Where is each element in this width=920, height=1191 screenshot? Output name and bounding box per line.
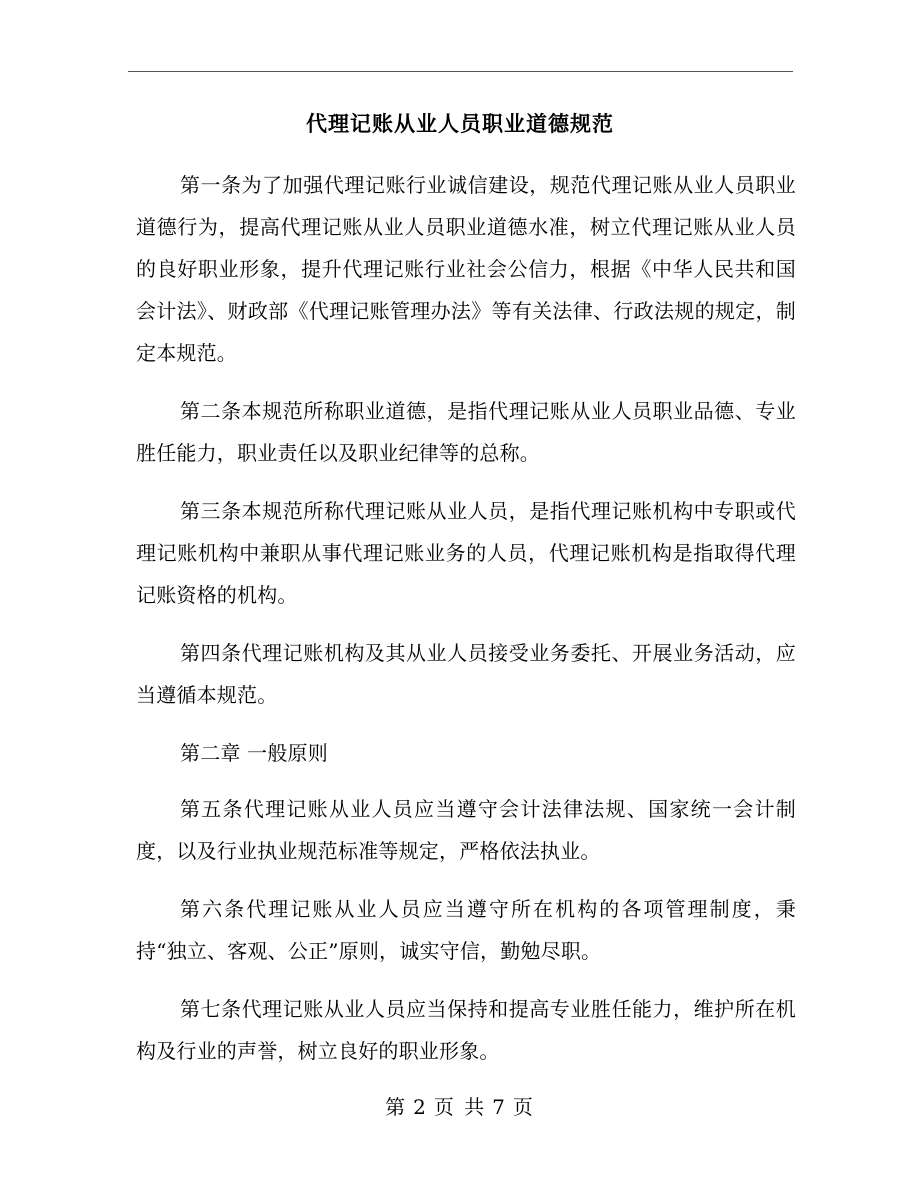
footer-prefix: 第 [385,1095,408,1119]
article-1: 第一条为了加强代理记账行业诚信建设，规范代理记账从业人员职业道德行为，提高代理记账从业人员职业道德水准，树立代理记账从业人员的良好职业形象，提升代理记账行业社会公信力，根据《中华人民共和国会计法》、财政部《代理记账管理办法》等有关法律、行政法规的规定，制定本规范。 [136,173,796,365]
article-7: 第七条代理记账从业人员应当保持和提高专业胜任能力，维护所在机构及行业的声誉，树立良好的职业形象。 [136,997,796,1063]
footer-suffix: 页 [512,1095,535,1119]
total-pages: 7 [492,1095,507,1119]
article-2: 第二条本规范所称职业道德，是指代理记账从业人员职业品德、专业胜任能力，职业责任以及职业纪律等的总称。 [136,399,796,465]
article-5: 第五条代理记账从业人员应当遵守会计法律法规、国家统一会计制度，以及行业执业规范标准等规定，严格依法执业。 [136,797,796,863]
article-6: 第六条代理记账从业人员应当遵守所在机构的各项管理制度，秉持“独立、客观、公正”原则，诚实守信，勤勉尽职。 [136,897,796,963]
current-page-number: 2 [413,1095,428,1119]
article-4: 第四条代理记账机构及其从业人员接受业务委托、开展业务活动，应当遵循本规范。 [136,641,796,707]
chapter-heading: 第二章 一般原则 [180,741,328,765]
document-title: 代理记账从业人员职业道德规范 [306,111,614,136]
document-body [136,164,796,1088]
footer-middle: 页 共 [433,1095,487,1119]
article-3: 第三条本规范所称代理记账从业人员，是指代理记账机构中专职或代理记账机构中兼职从事代理记账业务的人员，代理记账机构是指取得代理记账资格的机构。 [136,499,796,607]
header-rule [128,71,793,72]
page-footer [0,1093,920,1121]
